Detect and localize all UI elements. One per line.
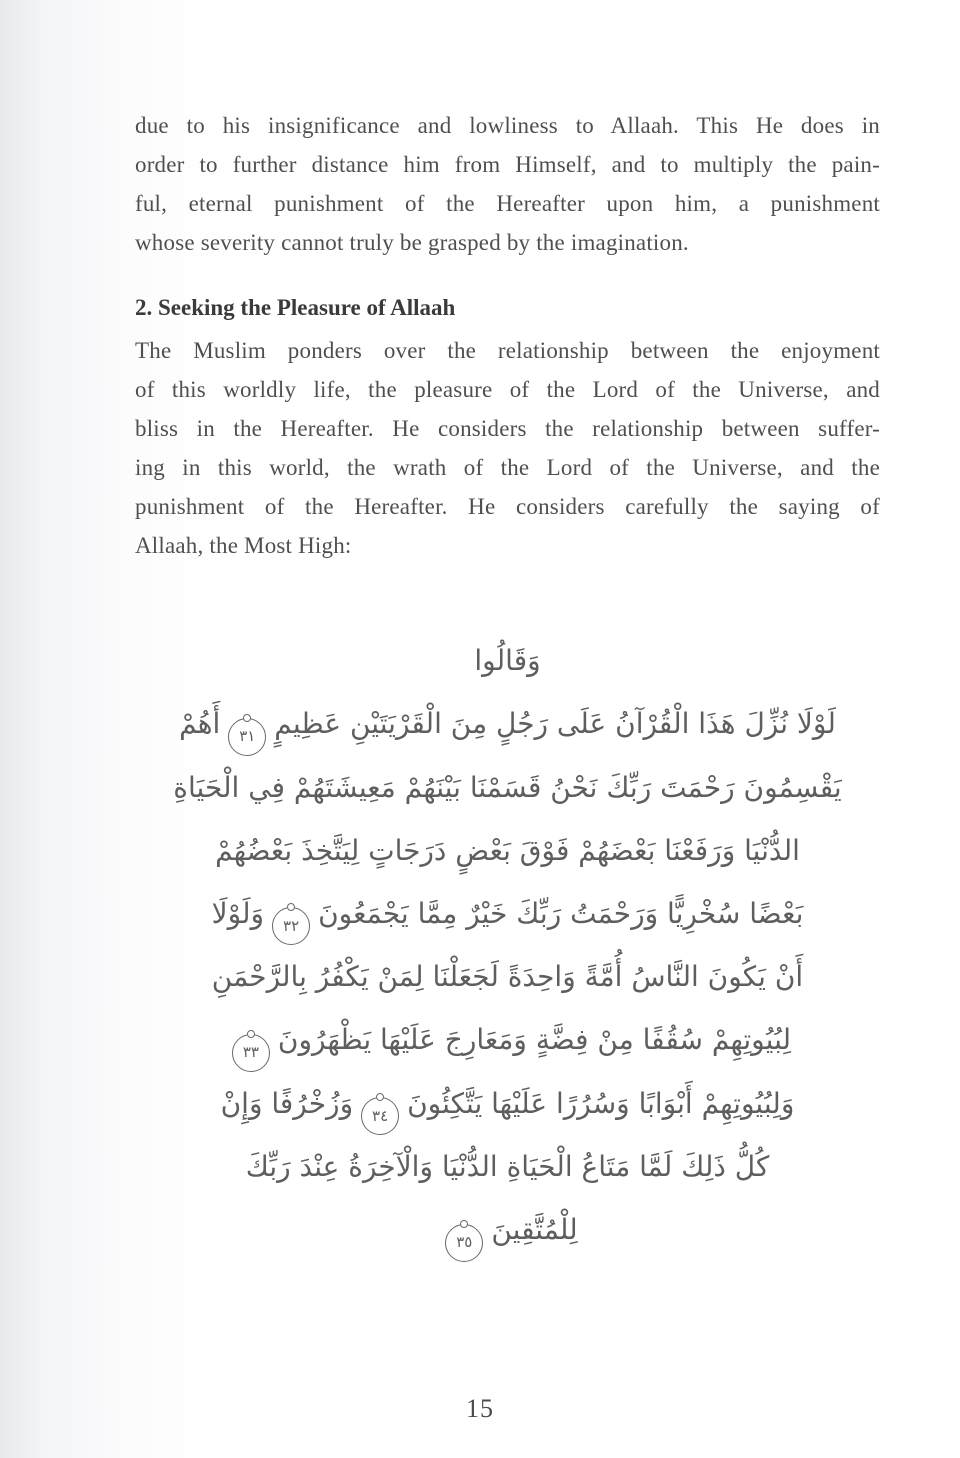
- text-line: ful, eternal punishment of the Hereafter upon him, a punishment: [135, 191, 880, 216]
- ayah-number: ٣٤: [372, 1106, 389, 1125]
- quran-line: [135, 1008, 880, 1072]
- text-line: order to further distance him from Himself, and to multiply the pain-: [135, 152, 880, 177]
- quran-text: لِبُيُوتِهِمْ سُقُفًا مِنْ فِضَّةٍ وَمَعَارِجَ عَلَيْهَا يَظْهَرُونَ: [277, 1023, 792, 1056]
- text-line: of this worldly life, the pleasure of the Lord of the Universe, and: [135, 377, 880, 402]
- ayah-number-badge: [361, 1097, 399, 1135]
- quran-text: كُلُّ ذَلِكَ لَمَّا مَتَاعُ الْحَيَاةِ الدُّنْيَا وَالْآخِرَةُ عِنْدَ رَبِّكَ: [245, 1150, 770, 1183]
- text-line: punishment of the Hereafter. He considers carefully the saying of: [135, 494, 880, 519]
- ayah-number-badge: [445, 1224, 483, 1262]
- paragraph-1: [135, 106, 880, 262]
- quran-line: [135, 882, 880, 946]
- ayah-number-badge: [228, 718, 266, 756]
- text-line: bliss in the Hereafter. He considers the relationship between suffer-: [135, 416, 880, 441]
- text-line: ing in this world, the wrath of the Lord of the Universe, and the: [135, 455, 880, 480]
- quran-verse-block: [135, 629, 880, 1262]
- quran-line: [135, 692, 880, 756]
- quran-line: [135, 629, 880, 692]
- quran-text: وَلِبُيُوتِهِمْ أَبْوَابًا وَسُرُرًا عَلَيْهَا يَتَّكِئُونَ: [407, 1086, 795, 1120]
- quran-text: لَوْلَا نُزِّلَ هَذَا الْقُرْآنُ عَلَى رَجُلٍ مِنَ الْقَرْيَتَيْنِ عَظِيمٍ: [274, 707, 836, 740]
- text-line: due to his insignificance and lowliness to Allaah. This He does in: [135, 113, 880, 138]
- page-number: 15: [466, 1394, 494, 1423]
- text-line: whose severity cannot truly be grasped by the imagination.: [135, 230, 689, 255]
- quran-text: وَزُخْرُفًا وَإِنْ: [220, 1086, 354, 1120]
- quran-text: وَقَالُوا: [474, 644, 541, 677]
- ayah-number: ٣١: [239, 727, 256, 745]
- quran-line: [135, 1135, 880, 1198]
- quran-text: أَنْ يَكُونَ النَّاسُ أُمَّةً وَاحِدَةً لَجَعَلْنَا لِمَنْ يَكْفُرُ بِالرَّحْمَنِ: [211, 960, 804, 993]
- quran-line: [135, 756, 880, 819]
- ayah-number: ٣٢: [283, 916, 300, 935]
- ayah-number-badge: [232, 1034, 270, 1072]
- quran-line: [135, 819, 880, 882]
- quran-line: [135, 945, 880, 1008]
- quran-text: وَلَوْلَا: [211, 896, 265, 930]
- quran-line: [135, 1072, 880, 1136]
- quran-text: أَهُمْ: [179, 707, 221, 740]
- section-heading: 2. Seeking the Pleasure of Allaah: [135, 295, 456, 320]
- ayah-number: ٣٣: [242, 1043, 259, 1061]
- paragraph-2: [135, 331, 880, 565]
- text-line: The Muslim ponders over the relationship between the enjoyment: [135, 338, 880, 363]
- quran-line: [135, 1198, 880, 1262]
- ayah-number: ٣٥: [456, 1233, 473, 1251]
- text-line: Allaah, the Most High:: [135, 533, 352, 558]
- quran-text: بَعْضًا سُخْرِيًّا وَرَحْمَتُ رَبِّكَ خَيْرٌ مِمَّا يَجْمَعُونَ: [318, 896, 804, 930]
- quran-text: يَقْسِمُونَ رَحْمَتَ رَبِّكَ نَحْنُ قَسَمْنَا بَيْنَهُمْ مَعِيشَتَهُمْ فِي الْحَيَاةِ: [173, 770, 842, 804]
- quran-text: الدُّنْيَا وَرَفَعْنَا بَعْضَهُمْ فَوْقَ بَعْضٍ دَرَجَاتٍ لِيَتَّخِذَ بَعْضُهُمْ: [215, 833, 800, 867]
- quran-text: لِلْمُتَّقِينَ: [491, 1213, 578, 1246]
- ayah-number-badge: [272, 907, 310, 945]
